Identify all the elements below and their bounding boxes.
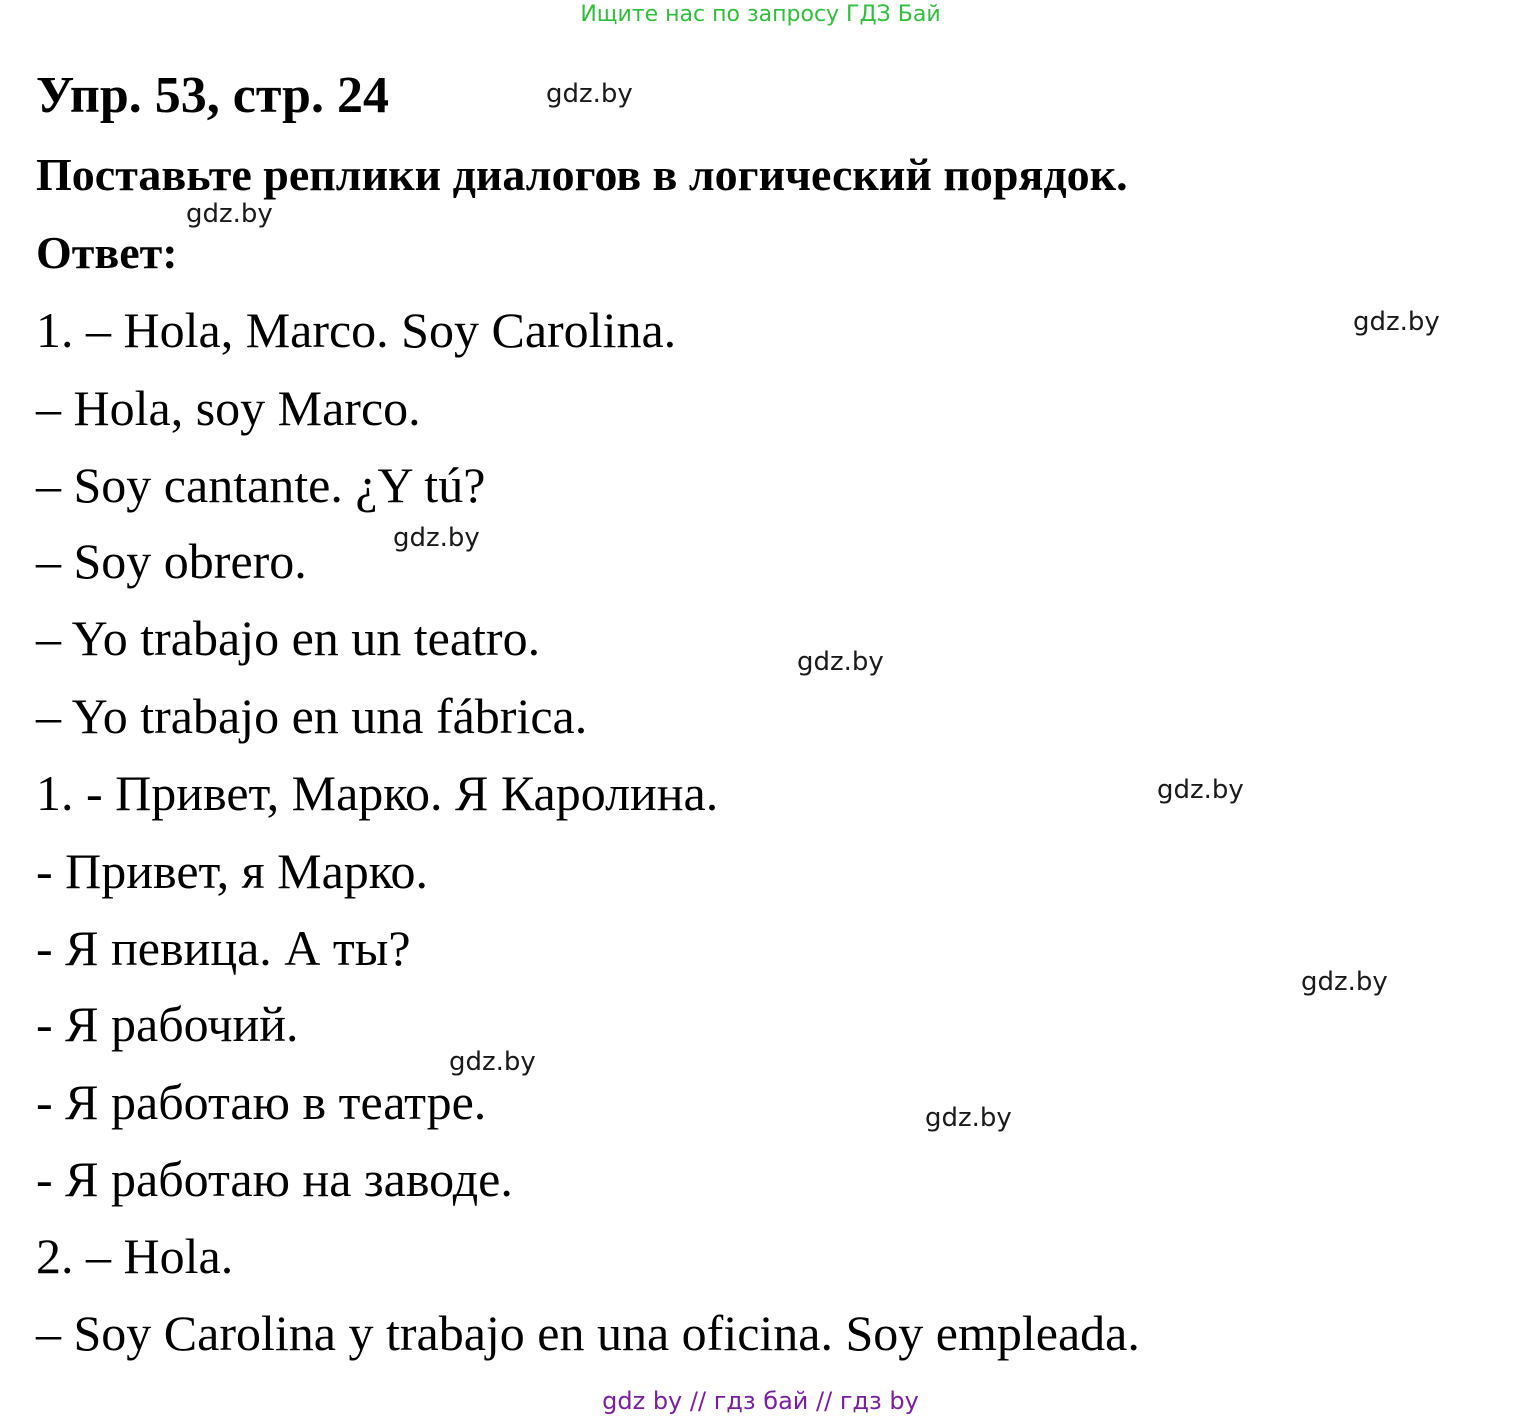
answer-line: - Привет, я Марко. [36,843,429,899]
answer-label: Ответ: [36,227,178,278]
answer-line: 2. – Hola. [36,1228,234,1284]
answer-line: - Я работаю в театре. [36,1074,487,1130]
watermark: gdz.by [186,199,273,229]
answer-line: – Yo trabajo en un teatro. [36,610,541,666]
watermark: gdz.by [797,647,884,677]
exercise-title: Упр. 53, стр. 24 [36,67,389,124]
answer-line: – Soy cantante. ¿Y tú? [36,457,486,513]
answer-line: – Soy obrero. [36,533,307,589]
watermark: gdz.by [546,79,633,109]
answer-line: - Я певица. А ты? [36,920,411,976]
top-banner: Ищите нас по запросу ГДЗ Бай [580,2,941,27]
watermark: gdz.by [1353,307,1440,337]
answer-line: 1. - Привет, Марко. Я Каролина. [36,765,719,821]
watermark: gdz.by [1157,775,1244,805]
answer-line: – Hola, soy Marco. [36,380,421,436]
answer-line: - Я рабочий. [36,996,299,1052]
answer-line: – Yo trabajo en una fábrica. [36,688,588,744]
watermark: gdz.by [449,1047,536,1077]
answer-line: – Soy Carolina y trabajo en una oficina. Soy empleada. [36,1305,1140,1361]
task-statement: Поставьте реплики диалогов в логический порядок. [36,149,1128,200]
answer-line: 1. – Hola, Marco. Soy Carolina. [36,302,677,358]
watermark: gdz.by [925,1103,1012,1133]
footer-watermark: gdz by // гдз бай // гдз by [602,1387,919,1415]
watermark: gdz.by [1301,967,1388,997]
answer-line: - Я работаю на заводе. [36,1151,513,1207]
watermark: gdz.by [393,523,480,553]
